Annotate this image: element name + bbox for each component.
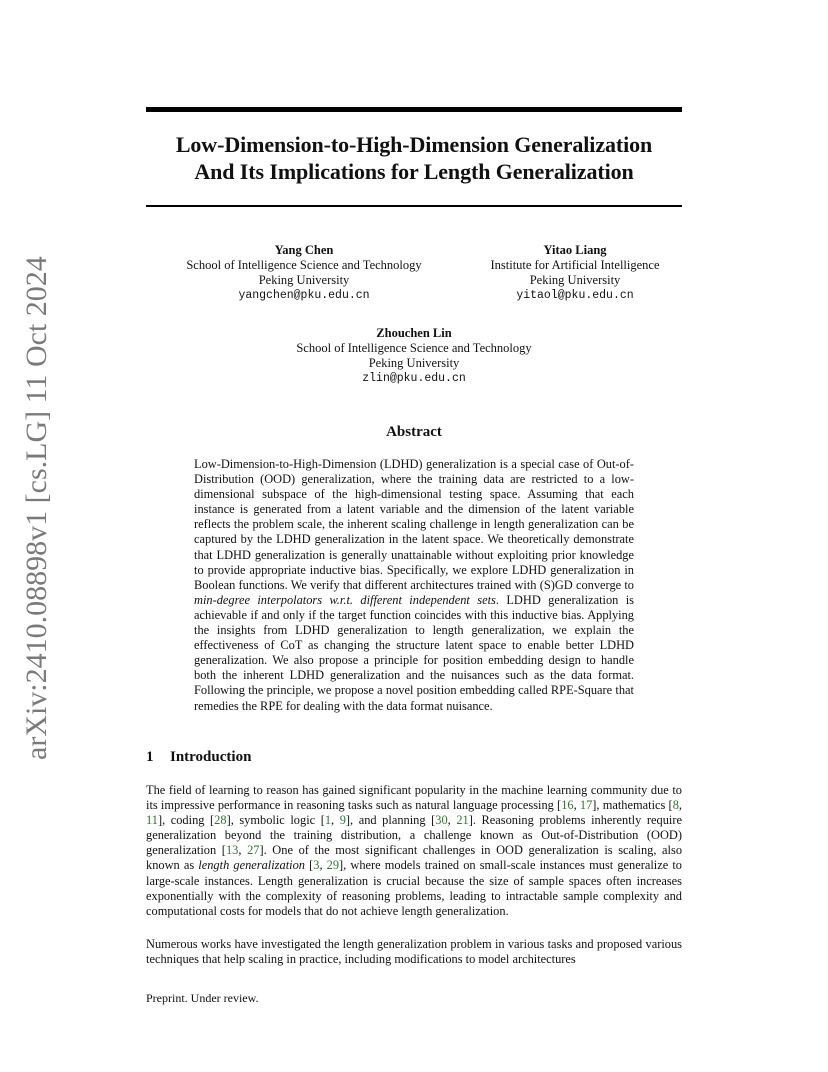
citation-link[interactable]: 27	[247, 843, 260, 858]
citation-link[interactable]: 3	[313, 858, 320, 873]
citation-link[interactable]: 17	[579, 798, 593, 813]
author-name: Zhouchen Lin	[376, 326, 452, 340]
author-email[interactable]: zlin@pku.edu.cn	[362, 372, 466, 385]
citation-link[interactable]: 21	[456, 813, 469, 828]
author-block	[270, 326, 558, 386]
text-run: ], and planning [	[345, 813, 436, 828]
text-run: ,	[573, 798, 580, 813]
author-institution: Peking University	[258, 273, 350, 287]
author-affiliation: Institute for Artificial Intelligence	[490, 258, 660, 272]
citation-link[interactable]: 30	[435, 813, 448, 828]
intro-paragraph	[146, 783, 682, 919]
author-block	[160, 243, 448, 303]
section-number: 1	[146, 749, 154, 765]
author-name: Yang Chen	[274, 243, 334, 257]
text-run: ,	[678, 798, 682, 813]
intro-paragraph: Numerous works have investigated the length generalization problem in various tasks and proposed various techniques that help scaling in practice, including modifications to model architectures	[146, 937, 682, 967]
text-run: ,	[238, 843, 248, 858]
author-affiliation: School of Intelligence Science and Technology	[186, 258, 422, 272]
text-run: [	[304, 858, 314, 873]
text-run: ], coding [	[157, 813, 215, 828]
author-name: Yitao Liang	[543, 243, 607, 257]
abstract-heading: Abstract	[386, 424, 442, 440]
text-run: ]. Reasoning problems inherently require generalization beyond the training distribution, a challenge known as Out-of-Distribution (OOD) generalization [	[146, 813, 682, 858]
citation-link[interactable]: 28	[214, 813, 227, 828]
arxiv-identifier: arXiv:2410.08898v1 [cs.LG] 11 Oct 2024	[20, 256, 53, 760]
citation-link[interactable]: 1	[324, 813, 332, 828]
author-email[interactable]: yitaol@pku.edu.cn	[516, 289, 634, 302]
citation-link[interactable]: 9	[339, 813, 346, 828]
author-institution: Peking University	[529, 273, 621, 287]
abstract-text	[194, 457, 634, 714]
citation-link[interactable]: 8	[672, 798, 679, 813]
author-email[interactable]: yangchen@pku.edu.cn	[238, 289, 370, 302]
abstract-part-2: . LDHD generalization is achievable if and only if the target function coincides with this inductive bias. Applying the insights from LDHD generalization to length generalization, we explain the effectiveness of CoT as changing the structure latent space to enable better LDHD generalization. We also propose a principle for position embedding design to handle both the inherent LDHD generalization and the nuisances such as the data format. Following the principle, we propose a novel position embedding called RPE-Square that remedies the RPE for dealing with the data format nuisance.	[194, 592, 634, 713]
title-line-1: Low-Dimension-to-High-Dimension Generalization	[175, 132, 653, 157]
paper-title	[146, 131, 682, 185]
page-footer: Preprint. Under review.	[146, 991, 259, 1005]
author-block	[455, 243, 695, 303]
text-run: ], mathematics [	[592, 798, 673, 813]
citation-link[interactable]: 13	[225, 843, 239, 858]
text-run: ], symbolic logic [	[226, 813, 325, 828]
author-affiliation: School of Intelligence Science and Technology	[296, 341, 532, 355]
title-top-rule	[146, 107, 682, 112]
citation-link[interactable]: 29	[326, 858, 340, 873]
section-title: Introduction	[170, 749, 252, 765]
abstract-part-1: Low-Dimension-to-High-Dimension (LDHD) generalization is a special case of Out-of-Distribution (OOD) generalization, where the training data are restricted to a low-dimensional subspace of the high-dimensional testing space. Assuming that each instance is generated from a latent variable and the dimension of the latent variable reflects the problem scale, the inherent scaling challenge in length generalization can be captured by the LDHD generalization in the latent space. We theoretically demonstrate that LDHD generalization is generally unattainable without exploiting prior knowledge to provide appropriate inductive bias. Specifically, we explore LDHD generalization in Boolean functions. We verify that different architectures trained with (S)GD converge to	[194, 457, 634, 592]
emphasis-text: length generalization	[198, 858, 305, 873]
text-run: ,	[331, 813, 340, 828]
citation-link[interactable]: 11	[146, 813, 158, 828]
author-institution: Peking University	[368, 356, 460, 370]
text-run: ,	[447, 813, 457, 828]
text-run: ]. One of the most significant challenges in OOD generalization is scaling, also known as	[146, 843, 683, 873]
text-run: ], where models trained on small-scale instances must generalize to large-scale instances. Length generalization is crucial because the size of sample spaces often increases exponentially with the complexity of reasoning problems, leading to intractable sample complexity and computational costs for models that do not achieve length generalization.	[146, 858, 682, 918]
abstract-emphasis: min-degree interpolators w.r.t. different independent sets	[194, 592, 496, 607]
text-run: The field of learning to reason has gained significant popularity in the machine learning community due to its impressive performance in reasoning tasks such as natural language processing [	[146, 783, 682, 813]
text-run: ,	[319, 858, 327, 873]
title-bottom-rule	[146, 205, 682, 207]
citation-link[interactable]: 16	[561, 798, 574, 813]
section-heading	[146, 749, 682, 766]
title-line-2: And Its Implications for Length Generalization	[194, 159, 634, 184]
